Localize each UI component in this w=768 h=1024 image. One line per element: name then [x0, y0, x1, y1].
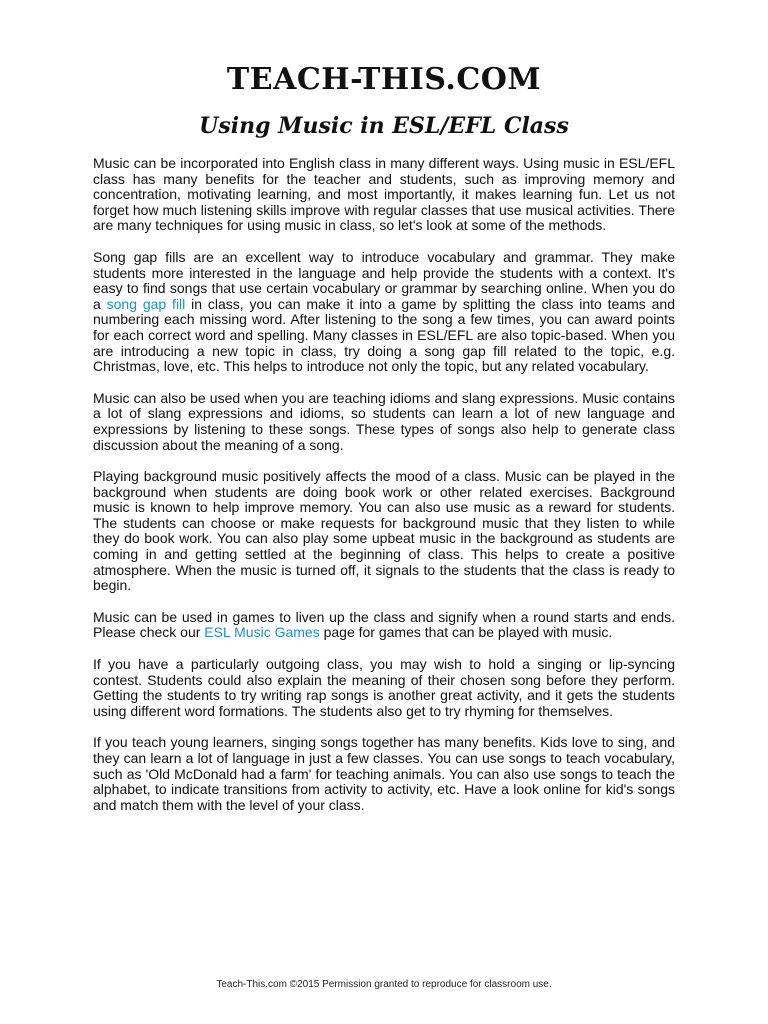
paragraph-text: Music can be used in games to liven up the class and signify when a round starts and ends. Please check our [93, 608, 675, 641]
paragraph-young-learners: If you teach young learners, singing songs together has many benefits. Kids love to sing, and they can learn a lot of language in just a few classes. You can use songs to teach vocabulary, such as 'Old McDonald had a farm' for teaching animals. You can also use songs to teach the alphabet, to indicate transitions from activity to activity, etc. Have a look online for kid's songs and match them with the level of your class. [93, 734, 675, 813]
paragraph-song-gap-fills [93, 250, 675, 375]
site-title: TEACH-THIS.COM [226, 62, 542, 97]
paragraph-idioms: Music can also be used when you are teaching idioms and slang expressions. Music contains a lot of slang expressions and idioms, so students can learn a lot of new language and expressions by listening to these songs. These types of songs also help to generate class discussion about the meaning of a song. [93, 389, 675, 453]
page-footer: Teach-This.com ©2015 Permission granted to reproduce for classroom use. [216, 979, 552, 990]
paragraph-text: in class, you can make it into a game by splitting the class into teams and numbering each missing word. After listening to the song a few times, you can award points for each correct word and spelling. Many classes in ESL/EFL are also topic-based. When you are introducing a new topic in class, try doing a song gap fill related to the topic, e.g. Christmas, love, etc. This helps to introduce not only the topic, but any related vocabulary. [93, 295, 675, 375]
paragraph-games [93, 610, 675, 641]
document-title: Using Music in ESL/EFL Class [199, 113, 569, 139]
song-gap-fill-link[interactable]: song gap fill [106, 295, 186, 312]
paragraph-intro: Music can be incorporated into English class in many different ways. Using music in ESL/EFL class has many benefits for the teacher and students, such as improving memory and concentration, motivating learning, and most importantly, it makes learning fun. Let us not forget how much listening skills improve with regular classes that use musical activities. There are many techniques for using music in class, so let's look at some of the methods. [93, 155, 675, 234]
paragraph-text: Song gap fills are an excellent way to introduce vocabulary and grammar. They make students more interested in the language and help provide the students with a context. It's easy to find songs that use certain vocabulary or grammar by searching online. When you do a [93, 248, 675, 312]
paragraph-contest: If you have a particularly outgoing class, you may wish to hold a singing or lip-syncing contest. Students could also explain the meaning of their chosen song before they perform. Getting the students to try writing rap songs is another great activity, and it gets the students using different word formations. The students also get to try rhyming for themselves. [93, 656, 675, 719]
paragraph-text: page for games that can be played with music. [319, 624, 613, 641]
article-body [93, 156, 675, 829]
esl-music-games-link[interactable]: ESL Music Games [204, 624, 320, 641]
paragraph-background-music: Playing background music positively affects the mood of a class. Music can be played in the background when students are doing book work or other related exercises. Background music is known to help improve memory. You can also use music as a reward for students. The students can choose or make requests for background music that they listen to while they do book work. You can also play some upbeat music in the background as students are coming in and getting settled at the beginning of class. This helps to create a positive atmosphere. When the music is turned off, it signals to the students that the class is ready to begin. [93, 468, 675, 594]
